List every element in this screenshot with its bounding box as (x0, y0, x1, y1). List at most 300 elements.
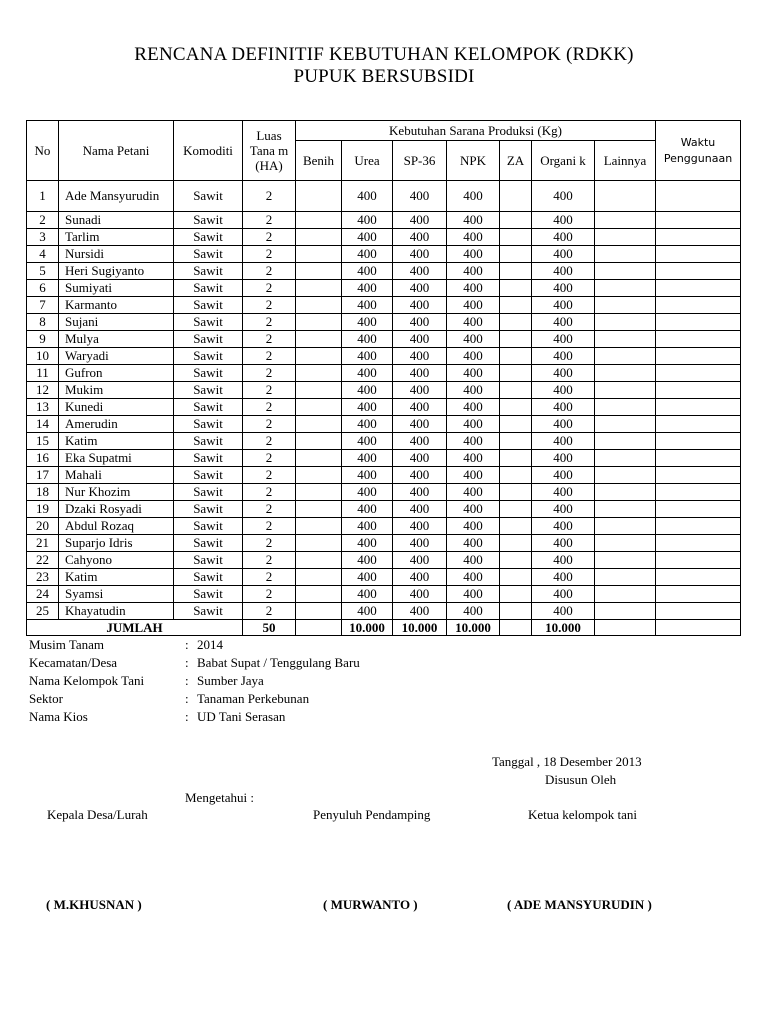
cell-waktu (656, 365, 741, 382)
cell-waktu (656, 382, 741, 399)
cell-npk: 400 (447, 467, 500, 484)
cell-waktu (656, 518, 741, 535)
table-row (27, 416, 741, 433)
header-npk: NPK (447, 141, 500, 181)
info-row (29, 672, 360, 690)
cell-komoditi: Sawit (174, 535, 243, 552)
cell-no: 18 (27, 484, 59, 501)
cell-urea: 400 (342, 569, 393, 586)
cell-komoditi: Sawit (174, 569, 243, 586)
header-luas-tanam: Luas Tana m (HA) (243, 121, 296, 181)
cell-no: 24 (27, 586, 59, 603)
cell-organik: 400 (532, 246, 595, 263)
cell-za (500, 399, 532, 416)
cell-za (500, 246, 532, 263)
table-row (27, 603, 741, 620)
cell-organik: 400 (532, 552, 595, 569)
cell-komoditi: Sawit (174, 181, 243, 212)
cell-organik: 400 (532, 450, 595, 467)
cell-luas: 2 (243, 181, 296, 212)
header-za: ZA (500, 141, 532, 181)
cell-za (500, 467, 532, 484)
cell-urea: 400 (342, 314, 393, 331)
cell-luas: 2 (243, 246, 296, 263)
cell-urea: 400 (342, 382, 393, 399)
total-luas: 50 (243, 620, 296, 636)
cell-komoditi: Sawit (174, 314, 243, 331)
cell-benih (296, 552, 342, 569)
info-label: Nama Kelompok Tani (29, 673, 145, 688)
cell-urea: 400 (342, 518, 393, 535)
cell-komoditi: Sawit (174, 603, 243, 620)
cell-luas: 2 (243, 263, 296, 280)
cell-no: 7 (27, 297, 59, 314)
cell-komoditi: Sawit (174, 246, 243, 263)
cell-no: 9 (27, 331, 59, 348)
cell-sp36: 400 (393, 416, 447, 433)
cell-nama: Mahali (59, 467, 174, 484)
cell-nama: Sumiyati (59, 280, 174, 297)
cell-benih (296, 181, 342, 212)
cell-npk: 400 (447, 348, 500, 365)
cell-lainnya (595, 433, 656, 450)
cell-lainnya (595, 535, 656, 552)
header-sp36: SP-36 (393, 141, 447, 181)
cell-organik: 400 (532, 535, 595, 552)
role-ketua: Ketua kelompok tani (528, 807, 638, 822)
info-colon: : (185, 673, 189, 688)
cell-benih (296, 229, 342, 246)
cell-sp36: 400 (393, 212, 447, 229)
cell-benih (296, 484, 342, 501)
cell-benih (296, 348, 342, 365)
table-row (27, 433, 741, 450)
cell-lainnya (595, 331, 656, 348)
cell-no: 2 (27, 212, 59, 229)
cell-no: 25 (27, 603, 59, 620)
cell-organik: 400 (532, 365, 595, 382)
cell-komoditi: Sawit (174, 399, 243, 416)
cell-npk: 400 (447, 314, 500, 331)
cell-urea: 400 (342, 229, 393, 246)
table-row (27, 552, 741, 569)
total-sp36: 10.000 (393, 620, 447, 636)
cell-nama: Katim (59, 433, 174, 450)
table-row (27, 348, 741, 365)
cell-sp36: 400 (393, 348, 447, 365)
cell-urea: 400 (342, 181, 393, 212)
cell-lainnya (595, 263, 656, 280)
cell-lainnya (595, 382, 656, 399)
cell-lainnya (595, 518, 656, 535)
cell-lainnya (595, 501, 656, 518)
header-komoditi: Komoditi (174, 121, 243, 181)
cell-nama: Amerudin (59, 416, 174, 433)
cell-sp36: 400 (393, 535, 447, 552)
cell-sp36: 400 (393, 297, 447, 314)
cell-npk: 400 (447, 569, 500, 586)
cell-npk: 400 (447, 246, 500, 263)
table-row (27, 314, 741, 331)
table-row (27, 586, 741, 603)
cell-nama: Nursidi (59, 246, 174, 263)
cell-nama: Mulya (59, 331, 174, 348)
cell-lainnya (595, 399, 656, 416)
cell-urea: 400 (342, 246, 393, 263)
cell-organik: 400 (532, 212, 595, 229)
cell-za (500, 433, 532, 450)
cell-no: 15 (27, 433, 59, 450)
cell-urea: 400 (342, 212, 393, 229)
cell-lainnya (595, 450, 656, 467)
cell-za (500, 382, 532, 399)
table-row (27, 365, 741, 382)
cell-za (500, 212, 532, 229)
cell-sp36: 400 (393, 314, 447, 331)
table-row (27, 484, 741, 501)
table-row (27, 467, 741, 484)
cell-nama: Abdul Rozaq (59, 518, 174, 535)
cell-nama: Karmanto (59, 297, 174, 314)
cell-lainnya (595, 569, 656, 586)
cell-no: 22 (27, 552, 59, 569)
cell-za (500, 263, 532, 280)
cell-no: 13 (27, 399, 59, 416)
cell-lainnya (595, 181, 656, 212)
cell-organik: 400 (532, 586, 595, 603)
cell-waktu (656, 181, 741, 212)
cell-waktu (656, 280, 741, 297)
info-label: Nama Kios (29, 709, 88, 724)
cell-za (500, 586, 532, 603)
cell-npk: 400 (447, 297, 500, 314)
signature-name-kepala: ( M.KHUSNAN ) (46, 897, 142, 912)
cell-benih (296, 246, 342, 263)
cell-urea: 400 (342, 399, 393, 416)
cell-luas: 2 (243, 382, 296, 399)
cell-benih (296, 365, 342, 382)
cell-lainnya (595, 603, 656, 620)
cell-waktu (656, 348, 741, 365)
info-row (29, 690, 360, 708)
cell-lainnya (595, 246, 656, 263)
cell-nama: Suparjo Idris (59, 535, 174, 552)
cell-benih (296, 263, 342, 280)
cell-sp36: 400 (393, 382, 447, 399)
cell-npk: 400 (447, 450, 500, 467)
cell-no: 16 (27, 450, 59, 467)
cell-waktu (656, 501, 741, 518)
cell-organik: 400 (532, 603, 595, 620)
cell-luas: 2 (243, 297, 296, 314)
cell-luas: 2 (243, 501, 296, 518)
cell-urea: 400 (342, 501, 393, 518)
cell-no: 12 (27, 382, 59, 399)
cell-luas: 2 (243, 348, 296, 365)
cell-waktu (656, 331, 741, 348)
cell-waktu (656, 263, 741, 280)
info-row (29, 636, 360, 654)
cell-organik: 400 (532, 382, 595, 399)
cell-organik: 400 (532, 433, 595, 450)
cell-nama: Sunadi (59, 212, 174, 229)
cell-luas: 2 (243, 569, 296, 586)
cell-benih (296, 331, 342, 348)
table-footer (27, 620, 741, 636)
cell-urea: 400 (342, 348, 393, 365)
document-title (0, 44, 768, 88)
cell-urea: 400 (342, 280, 393, 297)
cell-komoditi: Sawit (174, 382, 243, 399)
table-body (27, 181, 741, 620)
cell-komoditi: Sawit (174, 586, 243, 603)
cell-komoditi: Sawit (174, 433, 243, 450)
cell-lainnya (595, 212, 656, 229)
cell-no: 8 (27, 314, 59, 331)
cell-luas: 2 (243, 552, 296, 569)
cell-lainnya (595, 586, 656, 603)
cell-benih (296, 603, 342, 620)
cell-komoditi: Sawit (174, 297, 243, 314)
info-colon: : (185, 637, 189, 652)
cell-npk: 400 (447, 501, 500, 518)
cell-waktu (656, 586, 741, 603)
cell-sp36: 400 (393, 331, 447, 348)
cell-urea: 400 (342, 603, 393, 620)
cell-waktu (656, 450, 741, 467)
cell-luas: 2 (243, 229, 296, 246)
cell-npk: 400 (447, 229, 500, 246)
cell-npk: 400 (447, 586, 500, 603)
cell-benih (296, 212, 342, 229)
info-label: Kecamatan/Desa (29, 655, 118, 670)
cell-benih (296, 467, 342, 484)
header-urea: Urea (342, 141, 393, 181)
cell-no: 23 (27, 569, 59, 586)
cell-komoditi: Sawit (174, 263, 243, 280)
cell-organik: 400 (532, 348, 595, 365)
cell-luas: 2 (243, 212, 296, 229)
table-row (27, 569, 741, 586)
cell-organik: 400 (532, 297, 595, 314)
cell-komoditi: Sawit (174, 416, 243, 433)
cell-za (500, 484, 532, 501)
cell-urea: 400 (342, 297, 393, 314)
cell-sp36: 400 (393, 518, 447, 535)
cell-sp36: 400 (393, 501, 447, 518)
cell-urea: 400 (342, 416, 393, 433)
cell-luas: 2 (243, 450, 296, 467)
info-colon: : (185, 709, 189, 724)
cell-luas: 2 (243, 433, 296, 450)
cell-no: 3 (27, 229, 59, 246)
cell-nama: Ade Mansyurudin (59, 181, 174, 212)
cell-nama: Tarlim (59, 229, 174, 246)
cell-luas: 2 (243, 484, 296, 501)
role-kepala-desa: Kepala Desa/Lurah (47, 807, 148, 822)
cell-komoditi: Sawit (174, 280, 243, 297)
info-val: 2014 (197, 637, 223, 652)
title-line-1: RENCANA DEFINITIF KEBUTUHAN KELOMPOK (RDKK) (134, 44, 634, 65)
cell-benih (296, 586, 342, 603)
table-row (27, 263, 741, 280)
cell-waktu (656, 433, 741, 450)
cell-nama: Kunedi (59, 399, 174, 416)
cell-waktu (656, 314, 741, 331)
table-row (27, 246, 741, 263)
header-lainnya: Lainnya (595, 141, 656, 181)
cell-lainnya (595, 467, 656, 484)
cell-urea: 400 (342, 467, 393, 484)
cell-luas: 2 (243, 365, 296, 382)
info-val: UD Tani Serasan (197, 709, 286, 724)
cell-waktu (656, 535, 741, 552)
cell-za (500, 229, 532, 246)
info-colon: : (185, 691, 189, 706)
cell-waktu (656, 603, 741, 620)
cell-npk: 400 (447, 552, 500, 569)
cell-npk: 400 (447, 331, 500, 348)
cell-za (500, 365, 532, 382)
cell-waktu (656, 552, 741, 569)
cell-waktu (656, 467, 741, 484)
cell-komoditi: Sawit (174, 229, 243, 246)
signature-name-penyuluh: ( MURWANTO ) (323, 897, 418, 912)
cell-za (500, 603, 532, 620)
cell-za (500, 348, 532, 365)
cell-za (500, 518, 532, 535)
cell-no: 10 (27, 348, 59, 365)
cell-npk: 400 (447, 280, 500, 297)
cell-organik: 400 (532, 501, 595, 518)
cell-za (500, 181, 532, 212)
cell-organik: 400 (532, 518, 595, 535)
table-row (27, 229, 741, 246)
total-za (500, 620, 532, 636)
cell-benih (296, 297, 342, 314)
cell-waktu (656, 569, 741, 586)
cell-za (500, 501, 532, 518)
cell-npk: 400 (447, 263, 500, 280)
cell-komoditi: Sawit (174, 212, 243, 229)
table-row (27, 331, 741, 348)
cell-no: 5 (27, 263, 59, 280)
cell-urea: 400 (342, 450, 393, 467)
cell-npk: 400 (447, 518, 500, 535)
table-row (27, 450, 741, 467)
cell-lainnya (595, 280, 656, 297)
cell-benih (296, 314, 342, 331)
cell-organik: 400 (532, 416, 595, 433)
cell-benih (296, 399, 342, 416)
cell-lainnya (595, 416, 656, 433)
cell-no: 20 (27, 518, 59, 535)
cell-sp36: 400 (393, 280, 447, 297)
table-row (27, 535, 741, 552)
title-line-2: PUPUK BERSUBSIDI (293, 66, 475, 87)
cell-sp36: 400 (393, 365, 447, 382)
cell-organik: 400 (532, 331, 595, 348)
info-row (29, 654, 360, 672)
cell-waktu (656, 484, 741, 501)
cell-sp36: 400 (393, 552, 447, 569)
rdkk-table (26, 120, 741, 636)
cell-organik: 400 (532, 314, 595, 331)
cell-luas: 2 (243, 314, 296, 331)
header-organik: Organi k (532, 141, 595, 181)
tanggal-text: Tanggal , 18 Desember 2013 (492, 754, 642, 769)
cell-waktu (656, 229, 741, 246)
cell-urea: 400 (342, 552, 393, 569)
cell-za (500, 416, 532, 433)
cell-nama: Katim (59, 569, 174, 586)
cell-komoditi: Sawit (174, 501, 243, 518)
cell-komoditi: Sawit (174, 348, 243, 365)
cell-urea: 400 (342, 484, 393, 501)
header-benih: Benih (296, 141, 342, 181)
cell-nama: Nur Khozim (59, 484, 174, 501)
cell-npk: 400 (447, 603, 500, 620)
cell-luas: 2 (243, 603, 296, 620)
cell-luas: 2 (243, 416, 296, 433)
cell-no: 19 (27, 501, 59, 518)
total-benih (296, 620, 342, 636)
cell-benih (296, 518, 342, 535)
total-lainnya (595, 620, 656, 636)
mengetahui-text: Mengetahui : (185, 790, 254, 805)
cell-nama: Cahyono (59, 552, 174, 569)
cell-organik: 400 (532, 399, 595, 416)
cell-npk: 400 (447, 212, 500, 229)
header-nama-petani: Nama Petani (59, 121, 174, 181)
cell-za (500, 569, 532, 586)
cell-organik: 400 (532, 280, 595, 297)
table-row (27, 518, 741, 535)
cell-npk: 400 (447, 365, 500, 382)
cell-organik: 400 (532, 229, 595, 246)
cell-benih (296, 382, 342, 399)
cell-waktu (656, 297, 741, 314)
cell-luas: 2 (243, 586, 296, 603)
cell-sp36: 400 (393, 569, 447, 586)
table-row (27, 181, 741, 212)
cell-urea: 400 (342, 365, 393, 382)
cell-lainnya (595, 365, 656, 382)
cell-npk: 400 (447, 535, 500, 552)
signature-name-ketua: ( ADE MANSYURUDIN ) (507, 897, 652, 912)
cell-luas: 2 (243, 467, 296, 484)
cell-no: 11 (27, 365, 59, 382)
cell-organik: 400 (532, 484, 595, 501)
cell-nama: Dzaki Rosyadi (59, 501, 174, 518)
role-penyuluh: Penyuluh Pendamping (313, 807, 431, 822)
cell-benih (296, 416, 342, 433)
cell-luas: 2 (243, 535, 296, 552)
cell-lainnya (595, 552, 656, 569)
cell-no: 21 (27, 535, 59, 552)
cell-urea: 400 (342, 263, 393, 280)
cell-sp36: 400 (393, 229, 447, 246)
cell-no: 17 (27, 467, 59, 484)
cell-luas: 2 (243, 331, 296, 348)
info-colon: : (185, 655, 189, 670)
cell-lainnya (595, 229, 656, 246)
cell-komoditi: Sawit (174, 450, 243, 467)
info-val: Babat Supat / Tenggulang Baru (197, 655, 360, 670)
cell-sp36: 400 (393, 484, 447, 501)
cell-benih (296, 501, 342, 518)
cell-nama: Heri Sugiyanto (59, 263, 174, 280)
